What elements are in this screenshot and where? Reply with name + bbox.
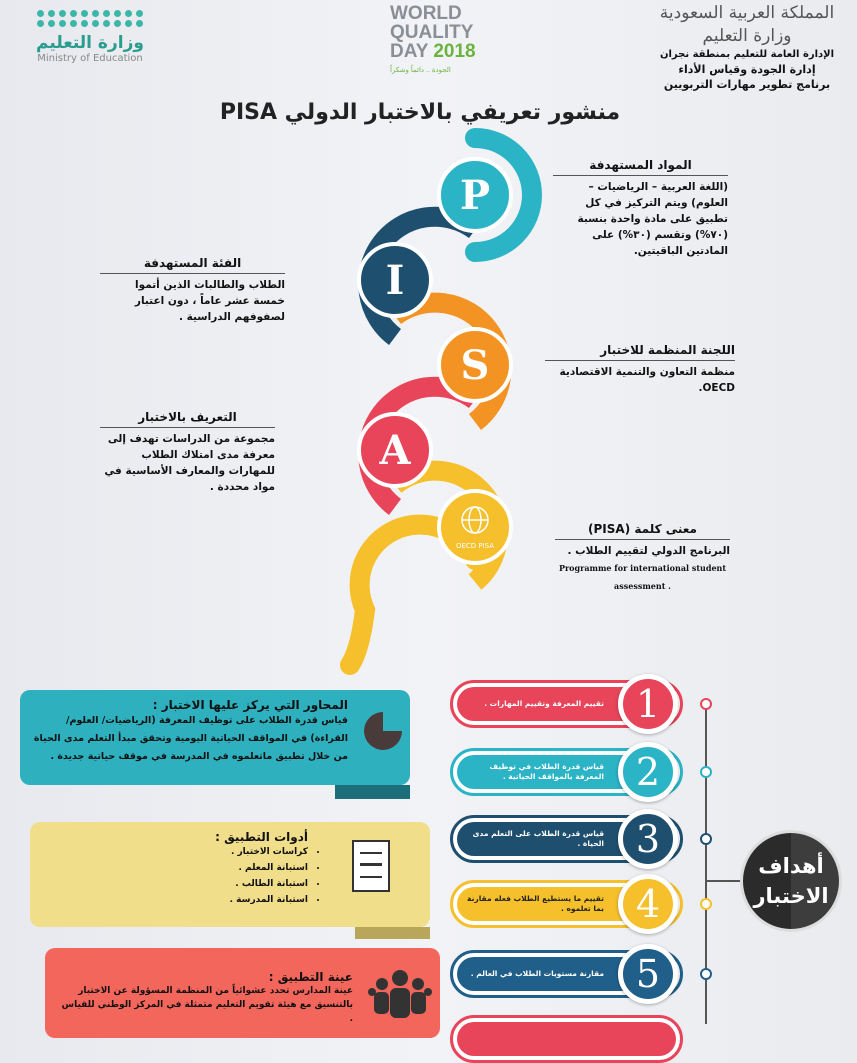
- timeline-node: [700, 968, 712, 980]
- subjects-block: [553, 158, 728, 259]
- header-line1: الإدارة العامة للتعليم بمنطقة نجران: [659, 49, 835, 60]
- subjects-text: (اللغة العربية – الرياضيات – العلوم) ويتم التركيز في كل تطبيق على مادة واحدة بنسبة (٧٠%) وتقسم (٣٠%) على المادتين الباقيتين.: [577, 181, 728, 257]
- goal-number: 2: [618, 742, 678, 802]
- goals-title-line2: الاختبار: [753, 884, 829, 908]
- goal-text: تقييم ما يستطيع الطلاب فعله مقارنة بما تعلموه .: [457, 887, 676, 921]
- timeline-node: [700, 698, 712, 710]
- moe-logo-english: Ministry of Education: [37, 53, 143, 64]
- wqd-line2: QUALITY: [390, 22, 474, 43]
- kingdom-calligraphy: المملكة العربية السعودية: [659, 3, 835, 23]
- letter-a: A: [379, 427, 411, 474]
- goal-text: قياس قدرة الطلاب على التعلم مدى الحياة .: [457, 822, 676, 856]
- page-title: منشور تعريفي بالاختبار الدولي PISA: [219, 100, 621, 125]
- goal-item-partial: [450, 1015, 683, 1063]
- axes-text: قياس قدرة الطلاب على توظيف المعرفة (الرياضيات/ العلوم/ القراءة) في المواقف الحياتية اليومية وتحقق مبدأ التعلم مدى الحياة من خلال تطبيق ماتعلموه في المدرسة في موقف حياتية جديدة .: [33, 715, 348, 762]
- tools-item: • استبانة الطالب .: [42, 876, 308, 892]
- axes-box: [20, 690, 410, 785]
- wqd-line3: DAY: [390, 41, 429, 62]
- oecd-logo-text: OECD PISA: [455, 542, 495, 550]
- wqd-line1: WORLD: [390, 3, 462, 24]
- timeline-node: [700, 898, 712, 910]
- goals-title-line1: أهداف: [758, 854, 824, 878]
- header-line2: إدارة الجودة وقياس الأداء: [678, 63, 816, 76]
- sample-box: [45, 948, 440, 1038]
- goal-number: 3: [618, 809, 678, 869]
- subjects-title: المواد المستهدفة: [553, 158, 728, 176]
- goal-number: 5: [618, 944, 678, 1004]
- tools-box: [30, 822, 430, 927]
- committee-block: [545, 343, 735, 396]
- wqd-year: 2018: [433, 41, 476, 62]
- tools-item: • استبانة المعلم .: [42, 860, 308, 876]
- timeline-node: [700, 833, 712, 845]
- axes-title: المحاور التي يركز عليها الاختبار :: [152, 698, 348, 712]
- tools-item: • كراسات الاختبار .: [42, 844, 308, 860]
- goal-text: قياس قدرة الطلاب في توظيف المعرفة بالمواقف الحياتية .: [457, 755, 676, 789]
- wqd-tagline: الجودة .. دائماً وشكراً: [390, 67, 451, 74]
- target-block: [100, 256, 285, 325]
- circle-oecd: [439, 491, 511, 563]
- target-title: الفئة المستهدفة: [100, 256, 285, 274]
- letter-p: P: [459, 172, 491, 219]
- target-text: الطلاب والطالبات الذين أتموا خمسة عشر عاماً ، دون اعتبار لصفوفهم الدراسية .: [134, 279, 285, 323]
- letter-i: I: [385, 257, 405, 304]
- tools-title: أدوات التطبيق :: [215, 830, 308, 844]
- goal-text: مقارنة مستويات الطلاب في العالم .: [457, 957, 676, 991]
- tools-box-fold: [355, 927, 430, 939]
- definition-title: التعريف بالاختبار: [100, 410, 275, 428]
- meaning-text: البرنامج الدولي لتقييم الطلاب .: [567, 545, 730, 557]
- definition-text: مجموعة من الدراسات تهدف إلى معرفة مدى امتلاك الطلاب للمهارات والمعارف الأساسية في مواد محددة .: [104, 433, 275, 493]
- meaning-english: Programme for international student assessment .: [558, 563, 727, 591]
- header-line3: برنامج تطوير مهارات التربويين: [663, 78, 831, 91]
- goal-text: تقييم المعرفة وتقييم المهارات .: [457, 687, 676, 721]
- committee-text: منظمة التعاون والتنمية الاقتصادية OECD.: [559, 366, 735, 394]
- axes-box-fold: [335, 785, 410, 799]
- goals-title-circle: [740, 830, 842, 932]
- definition-block: [100, 410, 275, 495]
- sample-title: عينة التطبيق :: [268, 970, 353, 984]
- committee-title: اللجنة المنظمة للاختبار: [545, 343, 735, 361]
- moe-logo-arabic: وزارة التعليم: [36, 33, 144, 53]
- group-people-icon: [368, 968, 432, 1018]
- meaning-title: معنى كلمة (PISA): [555, 522, 730, 540]
- goal-number: 4: [618, 874, 678, 934]
- letter-s: S: [460, 342, 490, 389]
- goal-number: 1: [618, 674, 678, 734]
- document-icon: [352, 840, 390, 892]
- ministry-calligraphy: وزارة التعليم: [702, 26, 792, 46]
- meaning-block: [555, 522, 730, 595]
- pie-chart-icon: [364, 712, 402, 750]
- tools-item: • استبانة المدرسة .: [42, 892, 308, 908]
- sample-text: عينة المدارس تحدد عشوائياً من المنظمة المسؤولة عن الاختبار بالتنسيق مع هيئة تقويم التعليم متمثلة في المركز الوطني للقياس .: [61, 986, 353, 1024]
- timeline-node: [700, 766, 712, 778]
